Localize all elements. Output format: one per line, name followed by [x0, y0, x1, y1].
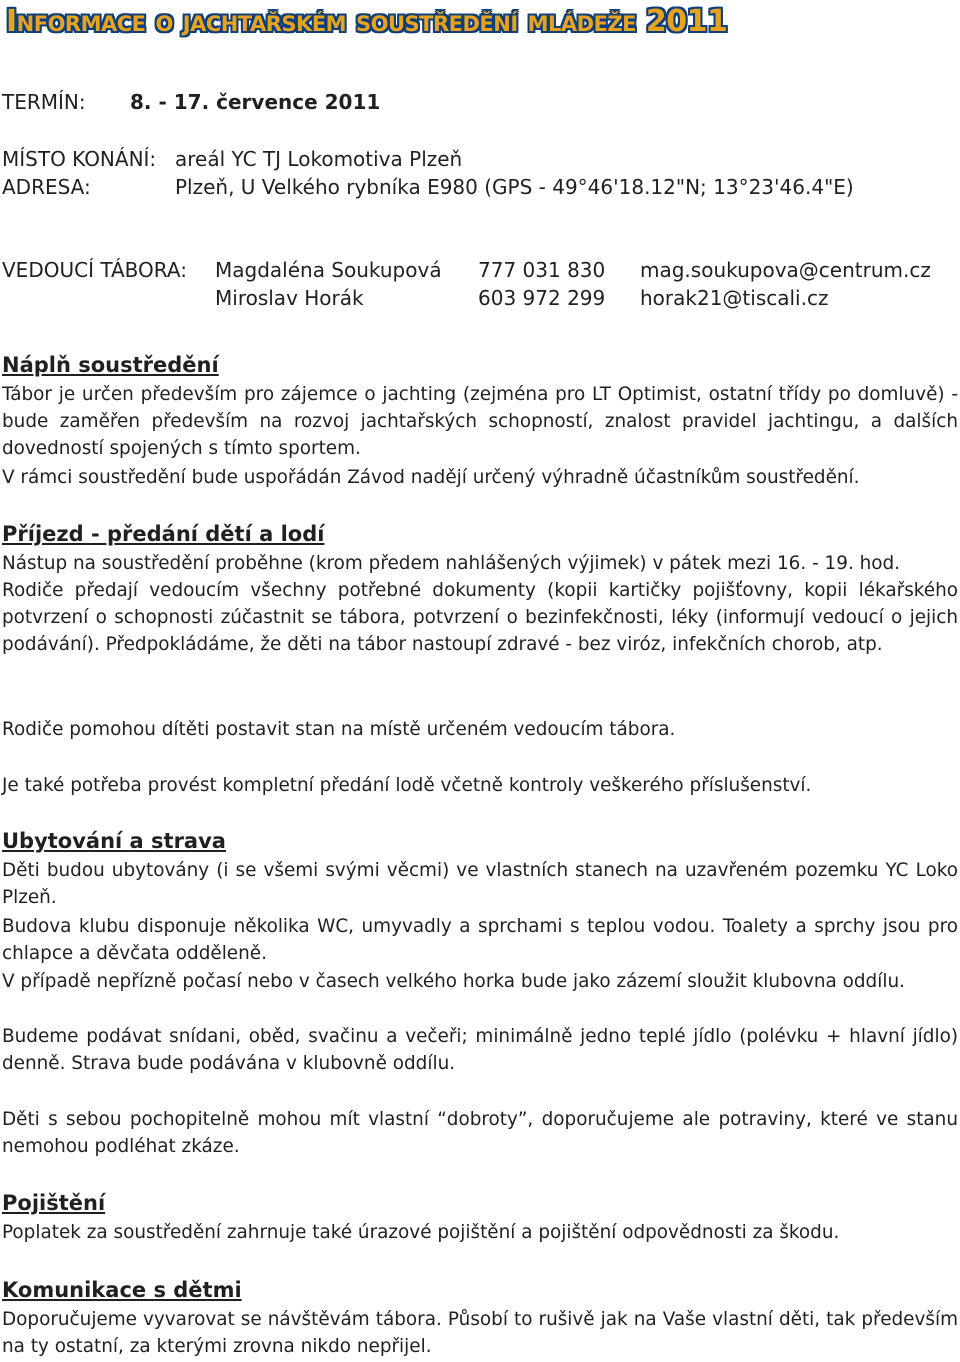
napln-paragraph: Tábor je určen především pro zájemce o jachting (zejména pro LT Optimist, ostatní třídy po domluvě) - bude zaměřen především na rozvoj jachtařských schopností, znalost pravidel jachtingu, a dalších dovedností spojených s tímto sportem.: [2, 384, 958, 459]
leader-phone: 603 972 299: [478, 286, 606, 310]
section-heading-ubytovani: Ubytování a strava: [2, 829, 226, 853]
ubytovani-paragraph: Budeme podávat snídani, oběd, svačinu a večeři; minimálně jedno teplé jídlo (polévku + hlavní jídlo) denně. Strava bude podávána v klubovně oddílu.: [2, 1026, 958, 1074]
ubytovani-paragraph: Budova klubu disponuje několika WC, umyvadly a sprchami s teplou vodou. Toalety a sprchy jsou pro chlapce a děvčata odděleně.: [2, 916, 958, 964]
venue-label: MÍSTO KONÁNÍ:: [2, 147, 157, 171]
section-heading-napln: Náplň soustředění: [2, 353, 219, 377]
leader-email[interactable]: mag.soukupova@centrum.cz: [640, 258, 931, 282]
page-title: Informace o jachtařském soustředění mládeže 2011: [6, 4, 728, 39]
ubytovani-paragraph: Děti s sebou pochopitelně mohou mít vlastní “dobroty”, doporučujeme ale potraviny, které ve stanu nemohou podléhat zkáze.: [2, 1109, 958, 1157]
section-heading-prijezd: Příjezd - předání dětí a lodí: [2, 522, 325, 546]
leaders-label: VEDOUCÍ TÁBORA:: [2, 258, 187, 282]
address-value: Plzeň, U Velkého rybníka E980 (GPS - 49°46'18.12"N; 13°23'46.4"E): [175, 175, 854, 199]
section-heading-pojisteni: Pojištění: [2, 1191, 106, 1215]
leader-name: Miroslav Horák: [215, 286, 364, 310]
term-label: TERMÍN:: [2, 90, 86, 114]
address-label: ADRESA:: [2, 175, 91, 199]
leader-name: Magdaléna Soukupová: [215, 258, 442, 282]
pojisteni-paragraph: Poplatek za soustředění zahrnuje také úrazové pojištění a pojištění odpovědnosti za škodu.: [2, 1222, 840, 1243]
prijezd-paragraph: Rodiče předají vedoucím všechny potřebné dokumenty (kopii kartičky pojišťovny, kopii lékařského potvrzení o schopnosti zúčastnit se tábora, potvrzení o bezinfekčnosti, léky (informují vedoucí o jejich podávání). Předpokládáme, že děti na tábor nastoupí zdravé - bez viróz, infekčních chorob, atp.: [2, 580, 958, 655]
ubytovani-paragraph: Děti budou ubytovány (i se všemi svými věcmi) ve vlastních stanech na uzavřeném pozemku YC Loko Plzeň.: [2, 860, 958, 908]
venue-value: areál YC TJ Lokomotiva Plzeň: [175, 147, 463, 171]
komunikace-paragraph: Doporučujeme vyvarovat se návštěvám tábora. Působí to rušivě jak na Vaše vlastní děti, tak především na ty ostatní, za kterými zrovna nikdo nepřijel.: [2, 1309, 958, 1357]
prijezd-paragraph: Rodiče pomohou dítěti postavit stan na místě určeném vedoucím tábora.: [2, 719, 676, 740]
prijezd-paragraph: Nástup na soustředění proběhne (krom předem nahlášených výjimek) v pátek mezi 16. - 19. hod.: [2, 553, 901, 574]
term-value: 8. - 17. července 2011: [130, 90, 381, 114]
ubytovani-paragraph: V případě nepřízně počasí nebo v časech velkého horka bude jako zázemí sloužit klubovna oddílu.: [2, 971, 905, 992]
section-heading-komunikace: Komunikace s dětmi: [2, 1278, 242, 1302]
napln-paragraph: V rámci soustředění bude uspořádán Závod nadějí určený výhradně účastníkům soustředění.: [2, 467, 860, 488]
leader-phone: 777 031 830: [478, 258, 606, 282]
leader-email[interactable]: horak21@tiscali.cz: [640, 286, 829, 310]
prijezd-paragraph: Je také potřeba provést kompletní předání lodě včetně kontroly veškerého příslušenství.: [2, 775, 812, 796]
